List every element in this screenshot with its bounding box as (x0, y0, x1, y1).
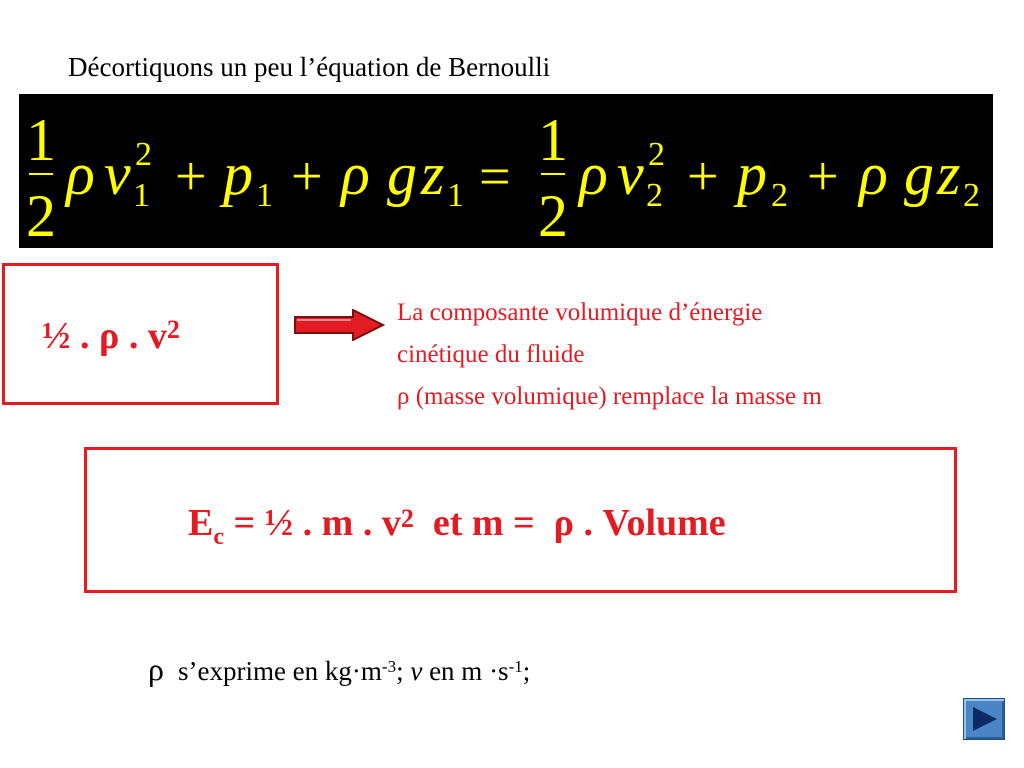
kinetic-energy-formula (188, 501, 726, 550)
pressure-symbol: p (737, 141, 767, 207)
height-symbol: z (937, 141, 961, 207)
fraction-bar (29, 173, 53, 175)
subscript-1: 1 (447, 177, 464, 214)
plus-sign: + (291, 146, 323, 208)
plus-sign: + (807, 146, 839, 208)
rho-symbol: ρ (579, 141, 608, 207)
units-note (148, 652, 530, 688)
kinetic-term-formula (42, 316, 180, 356)
square-exponent: 2 (648, 136, 665, 173)
plus-sign: + (687, 146, 719, 208)
pressure-symbol: p (223, 141, 253, 207)
units-separator: ; (396, 656, 411, 686)
velocity-symbol: v (617, 141, 644, 207)
explanation-line: La composante volumique d’énergie (397, 299, 763, 326)
fraction-bar (541, 173, 565, 175)
kinetic-term-exponent: 2 (166, 315, 180, 344)
explanation-text (397, 292, 822, 418)
rho-symbol: ρ (341, 141, 370, 207)
fraction-denominator: 2 (26, 183, 56, 249)
gravity-symbol: g (904, 141, 934, 207)
subscript-2: 2 (963, 177, 980, 214)
square-exponent: 2 (135, 136, 152, 173)
fraction-numerator: 1 (26, 107, 56, 173)
rho-symbol: ρ (66, 141, 95, 207)
subscript-2: 2 (646, 177, 663, 214)
slide-title: Décortiquons un peu l’équation de Bernoulli (68, 52, 551, 82)
mass-expression: et m = ρ . Volume (413, 502, 726, 544)
kinetic-energy-expression: = ½ . m . v (224, 502, 401, 544)
explanation-line: cinétique du fluide (397, 341, 585, 368)
velocity-units-text: en m ·s (422, 656, 509, 686)
play-next-icon (969, 704, 999, 734)
velocity-symbol: v (104, 141, 131, 207)
plus-sign: + (175, 146, 207, 208)
energy-symbol: E (188, 502, 214, 544)
density-exponent: -3 (381, 657, 397, 676)
velocity-exponent: -1 (508, 657, 523, 676)
equals-sign: = (479, 146, 511, 208)
energy-subscript: c (213, 524, 225, 550)
subscript-1: 1 (256, 177, 273, 214)
rho-symbol: ρ (859, 141, 888, 207)
gravity-symbol: g (387, 141, 417, 207)
next-slide-button[interactable] (963, 698, 1005, 740)
units-text: s’exprime en kg·m (177, 656, 382, 686)
subscript-1: 1 (133, 177, 150, 214)
explanation-line: ρ (masse volumique) remplace la masse m (397, 383, 822, 410)
square-exponent: 2 (400, 504, 414, 533)
subscript-2: 2 (771, 177, 788, 214)
bernoulli-equation (19, 94, 993, 248)
right-arrow-icon (293, 309, 385, 341)
fraction-numerator: 1 (538, 107, 568, 173)
velocity-symbol: v (410, 656, 423, 686)
kinetic-term-text: ½ . ρ . v (42, 315, 167, 357)
rho-symbol: ρ (148, 651, 164, 687)
units-end: ; (522, 656, 531, 686)
fraction-denominator: 2 (538, 183, 568, 249)
height-symbol: z (421, 141, 445, 207)
